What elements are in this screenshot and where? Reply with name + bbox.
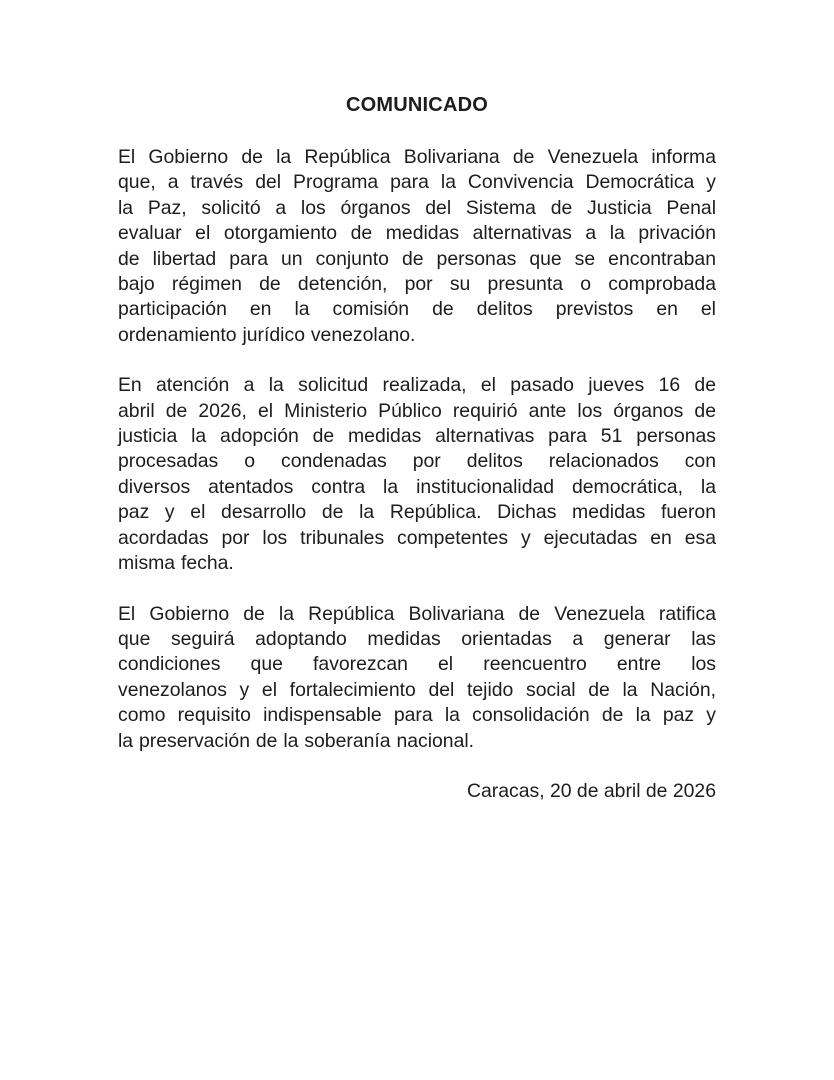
text-line: que seguirá adoptando medidas orientadas a generar las bbox=[118, 627, 716, 650]
text-line: En atención a la solicitud realizada, el pasado jueves 16 de bbox=[118, 374, 716, 397]
text-line: como requisito indispensable para la consolidación de la paz y bbox=[118, 704, 716, 727]
text-line: paz y el desarrollo de la República. Dichas medidas fueron bbox=[118, 501, 716, 524]
text-line: que, a través del Programa para la Convivencia Democrática y bbox=[118, 171, 716, 194]
text-line: diversos atentados contra la institucionalidad democrática, la bbox=[118, 475, 716, 498]
text-line: El Gobierno de la República Bolivariana de Venezuela informa bbox=[118, 146, 716, 168]
paragraph bbox=[118, 145, 716, 348]
document-body bbox=[118, 145, 716, 754]
text-line: venezolanos y el fortalecimiento del tejido social de la Nación, bbox=[118, 678, 716, 701]
paragraph bbox=[118, 602, 716, 754]
document-title: COMUNICADO bbox=[346, 94, 488, 116]
text-line: justicia la adopción de medidas alternativas para 51 personas bbox=[118, 425, 716, 448]
text-line: misma fecha. bbox=[118, 552, 234, 575]
text-line: El Gobierno de la República Bolivariana de Venezuela ratifica bbox=[118, 602, 716, 625]
text-line: de libertad para un conjunto de personas que se encontraban bbox=[118, 247, 716, 270]
paragraph bbox=[118, 373, 716, 576]
text-line: procesadas o condenadas por delitos relacionados con bbox=[118, 450, 716, 473]
text-line: acordadas por los tribunales competentes y ejecutadas en esa bbox=[118, 526, 716, 549]
text-line: participación en la comisión de delitos previstos en el bbox=[118, 298, 716, 321]
text-line: la preservación de la soberanía nacional. bbox=[118, 729, 475, 752]
text-line: la Paz, solicitó a los órganos del Sistema de Justicia Penal bbox=[118, 196, 716, 219]
text-line: ordenamiento jurídico venezolano. bbox=[118, 323, 416, 346]
dateline: Caracas, 20 de abril de 2026 bbox=[466, 779, 716, 802]
text-line: evaluar el otorgamiento de medidas alternativas a la privación bbox=[118, 222, 716, 245]
text-line: abril de 2026, el Ministerio Público requirió ante los órganos de bbox=[118, 399, 716, 422]
text-line: bajo régimen de detención, por su presunta o comprobada bbox=[118, 273, 716, 296]
text-line: condiciones que favorezcan el reencuentro entre los bbox=[118, 653, 716, 676]
